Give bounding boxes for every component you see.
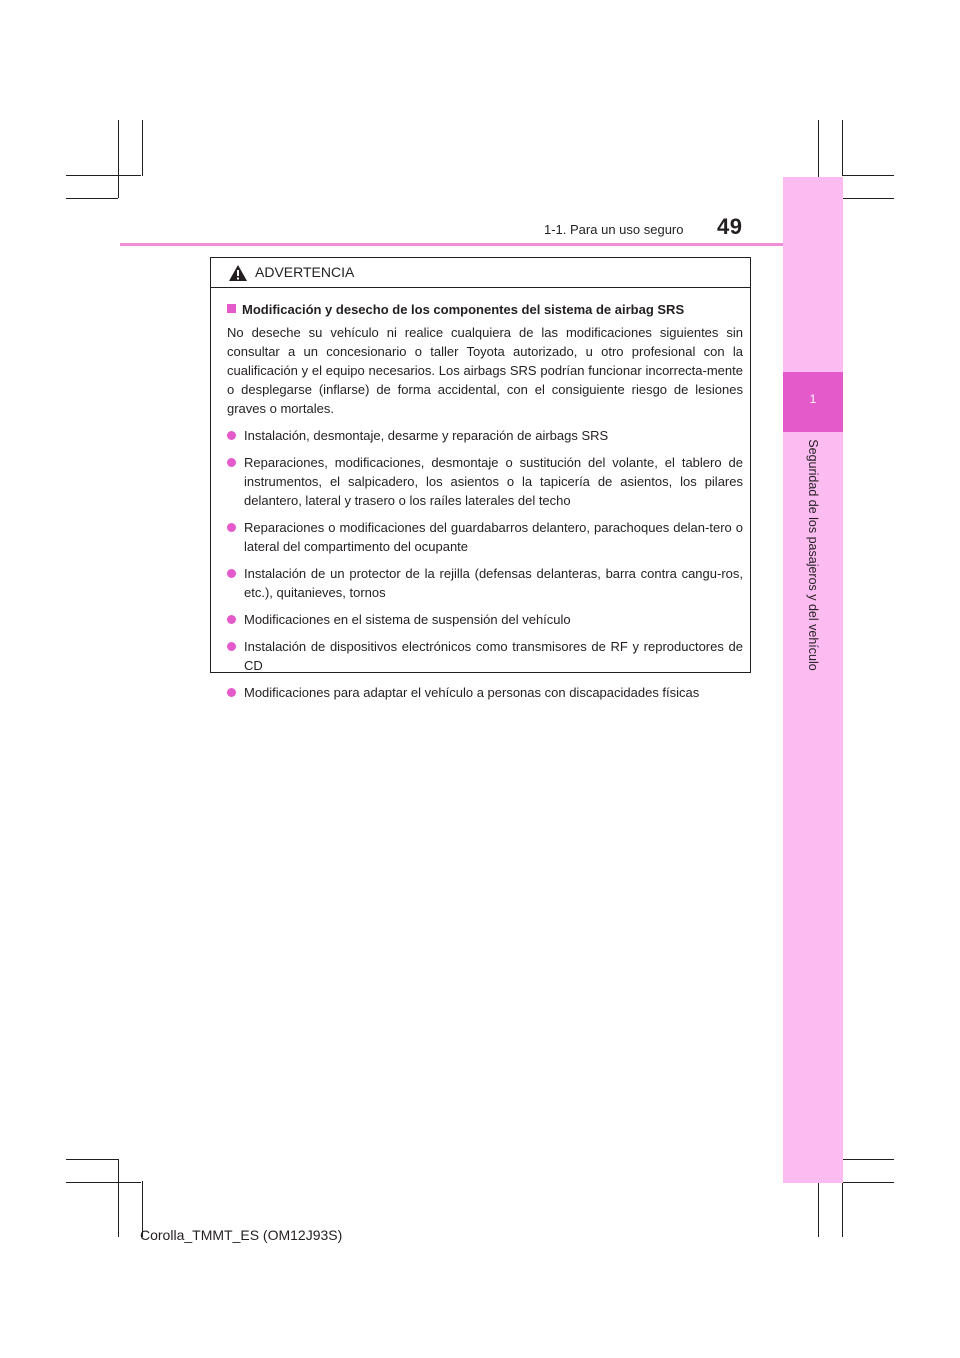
warning-heading (227, 300, 743, 319)
crop-mark (118, 1159, 119, 1237)
header-rule (120, 243, 842, 246)
bullet-dot-icon (227, 431, 236, 440)
crop-mark (842, 1159, 894, 1160)
bullet-dot-icon (227, 688, 236, 697)
manual-code: Corolla_TMMT_ES (OM12J93S) (140, 1227, 343, 1243)
bullet-dot-icon (227, 458, 236, 467)
crop-mark (66, 1159, 118, 1160)
list-item: Instalación, desmontaje, desarme y reparación de airbags SRS (227, 426, 743, 445)
list-item: Instalación de dispositivos electrónicos como transmisores de RF y reproductores de CD (227, 637, 743, 675)
bullet-dot-icon (227, 642, 236, 651)
warning-triangle-icon (228, 264, 248, 282)
warning-title: ADVERTENCIA (255, 264, 355, 280)
crop-mark (118, 120, 119, 198)
list-item: Reparaciones o modificaciones del guardabarros delantero, parachoques delan-tero o lateral del compartimento del ocupante (227, 518, 743, 556)
square-bullet-icon (227, 304, 236, 313)
chapter-number: 1 (809, 392, 817, 406)
page-number: 49 (717, 214, 743, 239)
list-item: Reparaciones, modificaciones, desmontaje o sustitución del volante, el tablero de instrumentos, el salpicadero, los asientos o la tapicería de asientos, los pilares delantero, lateral y trasero o los raíles laterales del techo (227, 453, 743, 510)
crop-mark (842, 120, 843, 176)
warning-heading-text: Modificación y desecho de los componentes del sistema de airbag SRS (242, 302, 685, 317)
crop-mark (818, 1181, 819, 1237)
crop-mark (142, 120, 143, 176)
list-item: Modificaciones en el sistema de suspensión del vehículo (227, 610, 743, 629)
bullet-dot-icon (227, 569, 236, 578)
warning-list (227, 426, 743, 702)
list-item: Instalación de un protector de la rejilla (defensas delanteras, barra contra cangu-ros, etc.), quitanieves, tornos (227, 564, 743, 602)
bullet-dot-icon (227, 615, 236, 624)
warning-paragraph: No deseche su vehículo ni realice cualquiera de las modificaciones siguientes sin consultar a un concesionario o taller Toyota autorizado, u otro profesional con la cualificación y el equipo necesarios. Los airbags SRS podrían funcionar incorrecta-mente o desplegarse (inflarse) de forma accidental, con el consiguiente riesgo de lesiones graves o mortales. (227, 325, 743, 416)
list-item: Modificaciones para adaptar el vehículo a personas con discapacidades físicas (227, 683, 743, 702)
crop-mark (66, 1182, 141, 1183)
warning-header (211, 258, 750, 288)
section-title: 1-1. Para un uso seguro (544, 222, 684, 237)
warning-box (210, 257, 751, 700)
bullet-dot-icon (227, 523, 236, 532)
crop-mark (66, 198, 118, 199)
chapter-label: Seguridad de los pasajeros y del vehículo (806, 439, 820, 671)
crop-mark (842, 175, 894, 176)
warning-body (211, 288, 750, 702)
crop-mark (66, 175, 141, 176)
